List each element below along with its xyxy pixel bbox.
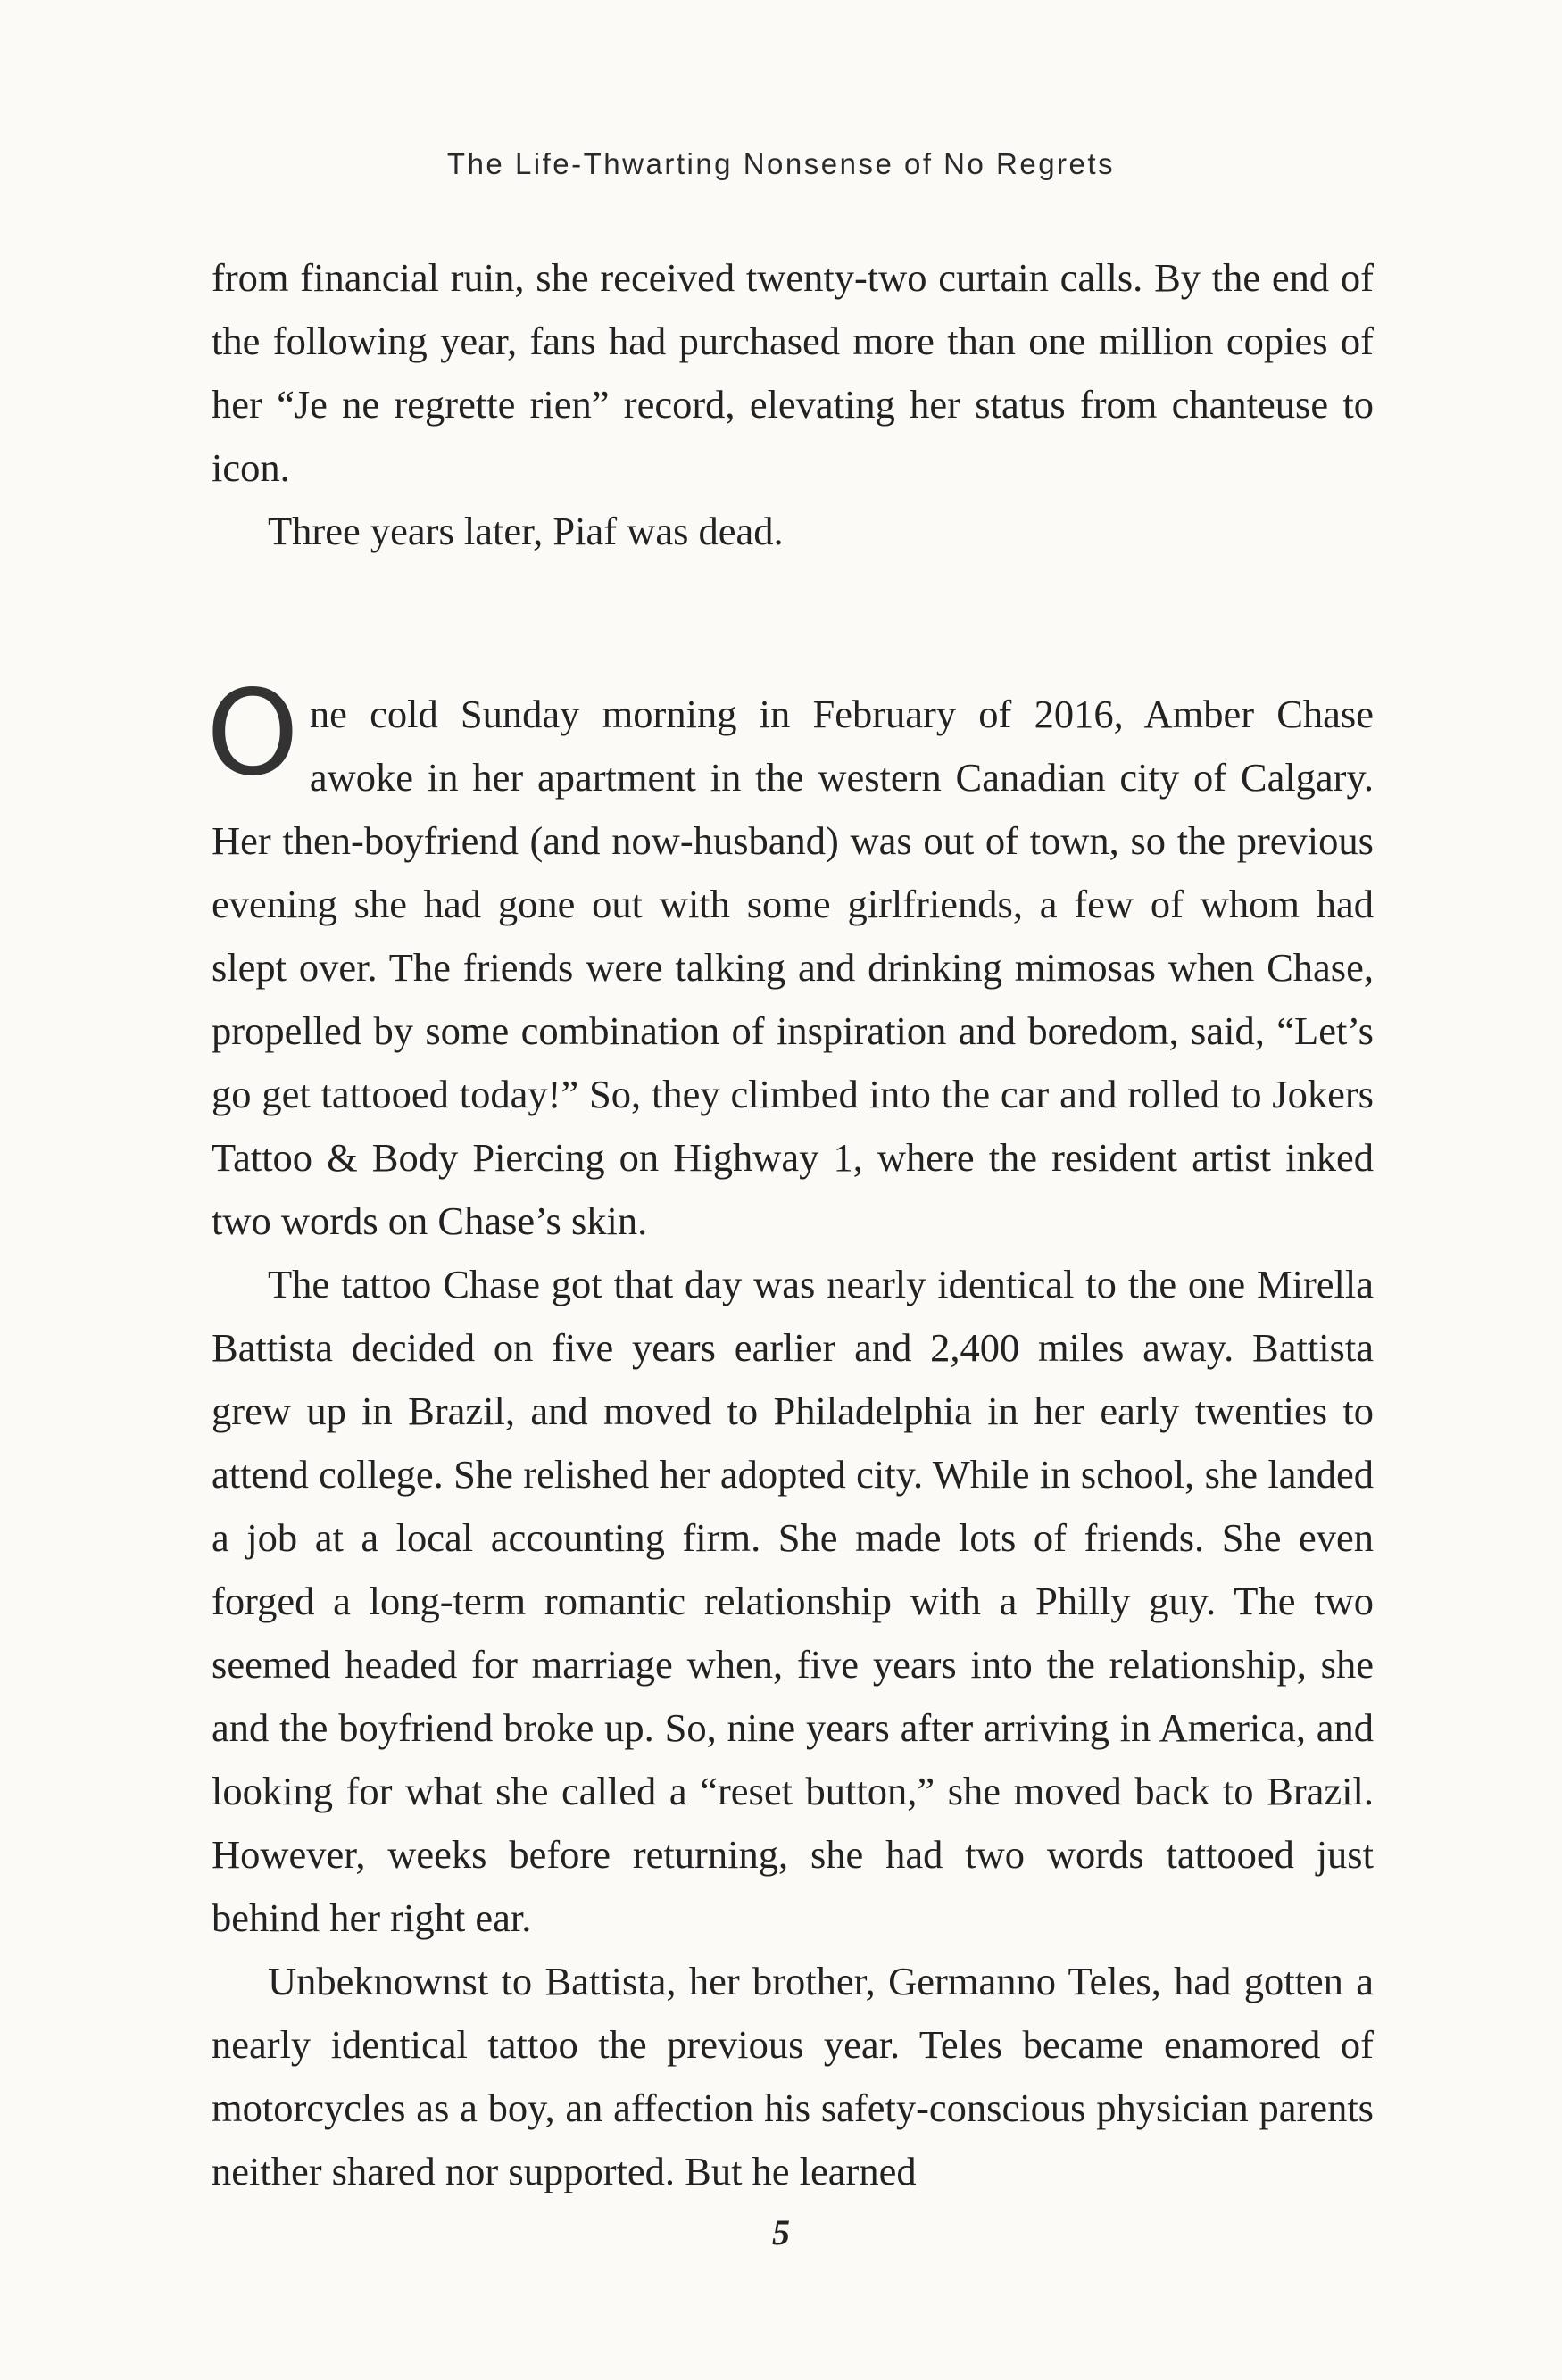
page-number: 5 (772, 2212, 790, 2252)
opening-paragraph-text: ne cold Sunday morning in February of 2016, Amber Chase awoke in her apartment in the western Canadian city of Calgary. Her then-boyfriend (and now-husband) was out of town, so the previous evening she had gone out with some girlfriends, a few of whom had slept over. The friends were talking and drinking mimosas when Chase, propelled by some combination of inspiration and boredom, said, “Let’s go get tattooed today!” So, they climbed into the car and rolled to Jokers Tattoo & Body Piercing on Highway 1, where the resident artist inked two words on Chase’s skin. (212, 692, 1374, 1243)
running-head: The Life-Thwarting Nonsense of No Regrets (446, 147, 1116, 180)
section-text (206, 665, 1374, 2203)
continuation-text (212, 246, 1374, 563)
third-paragraph: Unbeknownst to Battista, her brother, Germanno Teles, had gotten a nearly identical tattoo the previous year. Teles became enamored of motorcycles as a boy, an affection his safety-conscious physician parents neither shared nor supported. But he learned (212, 1959, 1374, 2193)
second-paragraph: The tattoo Chase got that day was nearly identical to the one Mirella Battista decided on five years earlier and 2,400 miles away. Battista grew up in Brazil, and moved to Philadelphia in her early twenties to attend college. She relished her adopted city. While in school, she landed a job at a local accounting firm. She made lots of friends. She even forged a long-term romantic relationship with a Philly guy. The two seemed headed for marriage when, five years into the relationship, she and the boyfriend broke up. So, nine years after arriving in America, and looking for what she called a “reset button,” she moved back to Brazil. However, weeks before returning, she had two words tattooed just behind her right ear. (212, 1262, 1374, 1940)
continuation-paragraph: from financial ruin, she received twenty-two curtain calls. By the end of the following year, fans had purchased more than one million copies of her “Je ne regrette rien” record, elevating her status from chanteuse to icon. (212, 255, 1374, 490)
opening-paragraph (206, 665, 1374, 1253)
closing-line: Three years later, Piaf was dead. (268, 509, 784, 553)
drop-cap: O (206, 665, 299, 802)
